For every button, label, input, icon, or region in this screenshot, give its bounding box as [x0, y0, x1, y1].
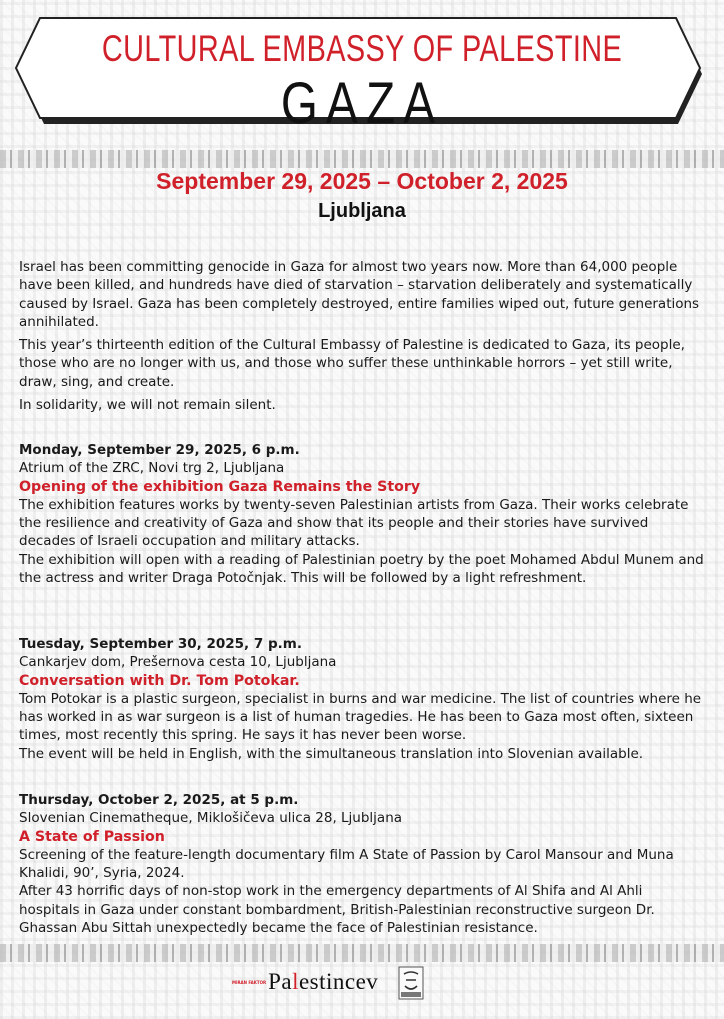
- event-venue: Slovenian Cinematheque, Miklošičeva ulica 28, Ljubljana: [19, 810, 403, 827]
- event-date: Monday, September 29, 2025, 6 p.m.: [19, 442, 300, 458]
- event-description: The event will be held in English, with the simultaneous translation into Slovenian available.: [19, 745, 644, 762]
- festival-dates: September 29, 2025 – October 2, 2025: [156, 168, 568, 194]
- event-venue: Cankarjev dom, Prešernova cesta 10, Ljubljana: [19, 654, 337, 671]
- palestincev-logo: [232, 964, 378, 1000]
- title-banner: [12, 6, 712, 142]
- event-description: Screening of the feature-length documentary film A State of Passion by Carol Mansour and Muna Khalidi, 90’, Syria, 2024.: [19, 846, 674, 882]
- event-block-2: [19, 635, 707, 763]
- event-title: Opening of the exhibition Gaza Remains the Story: [19, 478, 421, 495]
- intro-paragraph: This year’s thirteenth edition of the Cultural Embassy of Palestine is dedicated to Gaza, its people, those who are no longer with us, and those who suffer these unthinkable horrors – yet still write, draw, sing, and create.: [19, 337, 685, 390]
- banner-subtitle: GAZA: [280, 71, 444, 136]
- banner-title: CULTURAL EMBASSY OF PALESTINE: [101, 28, 623, 69]
- event-title: Conversation with Dr. Tom Potokar.: [19, 672, 300, 689]
- event-venue: Atrium of the ZRC, Novi trg 2, Ljubljana: [19, 460, 285, 477]
- event-block-1: [19, 441, 707, 587]
- intro-section: [19, 258, 707, 419]
- event-description: The exhibition will open with a reading of Palestinian poetry by the poet Mohamed Abdul Munem and the actress and writer Draga Potočnjak. This will be followed by a light refreshment.: [19, 551, 704, 587]
- pattern-stripe-top: [0, 150, 724, 168]
- sponsor-label: MIRAN FAKTOR: [232, 979, 267, 985]
- pattern-stripe-bottom: [0, 944, 724, 962]
- intro-paragraph: Israel has been committing genocide in Gaza for almost two years now. More than 64,000 people have been killed, and hundreds have died of starvation – starvation deliberately and systematically caused by Israel. Gaza has been completely destroyed, entire families wiped out, future generations annihilated.: [19, 259, 700, 330]
- event-date: Tuesday, September 30, 2025, 7 p.m.: [19, 636, 302, 652]
- event-description: Tom Potokar is a plastic surgeon, specialist in burns and war medicine. The list of countries where he has worked in as war surgeon is a list of human tragedies. He has been to Gaza most often, sixteen times, most recently this spring. He says it has never been worse.: [19, 690, 702, 744]
- intro-paragraph: In solidarity, we will not remain silent.: [19, 397, 276, 414]
- event-date: Thursday, October 2, 2025, at 5 p.m.: [19, 792, 299, 808]
- partner-logo-icon: [398, 966, 424, 1000]
- event-title: A State of Passion: [19, 828, 165, 845]
- festival-city: Ljubljana: [318, 200, 406, 222]
- event-description: The exhibition features works by twenty-seven Palestinian artists from Gaza. Their works celebrate the resilience and creativity of Gaza and show that its people and their stories have survived decades of Israeli occupation and military attacks.: [19, 496, 689, 550]
- event-block-3: [19, 791, 707, 937]
- event-description: After 43 horrific days of non-stop work in the emergency departments of Al Shifa and Al Ahli hospitals in Gaza under constant bombardment, British-Palestinian reconstructive surgeon Dr. Ghassan Abu Sittah unexpectedly became the face of Palestinian resistance.: [19, 883, 655, 937]
- palestincev-wordmark: Palestincev: [268, 969, 379, 994]
